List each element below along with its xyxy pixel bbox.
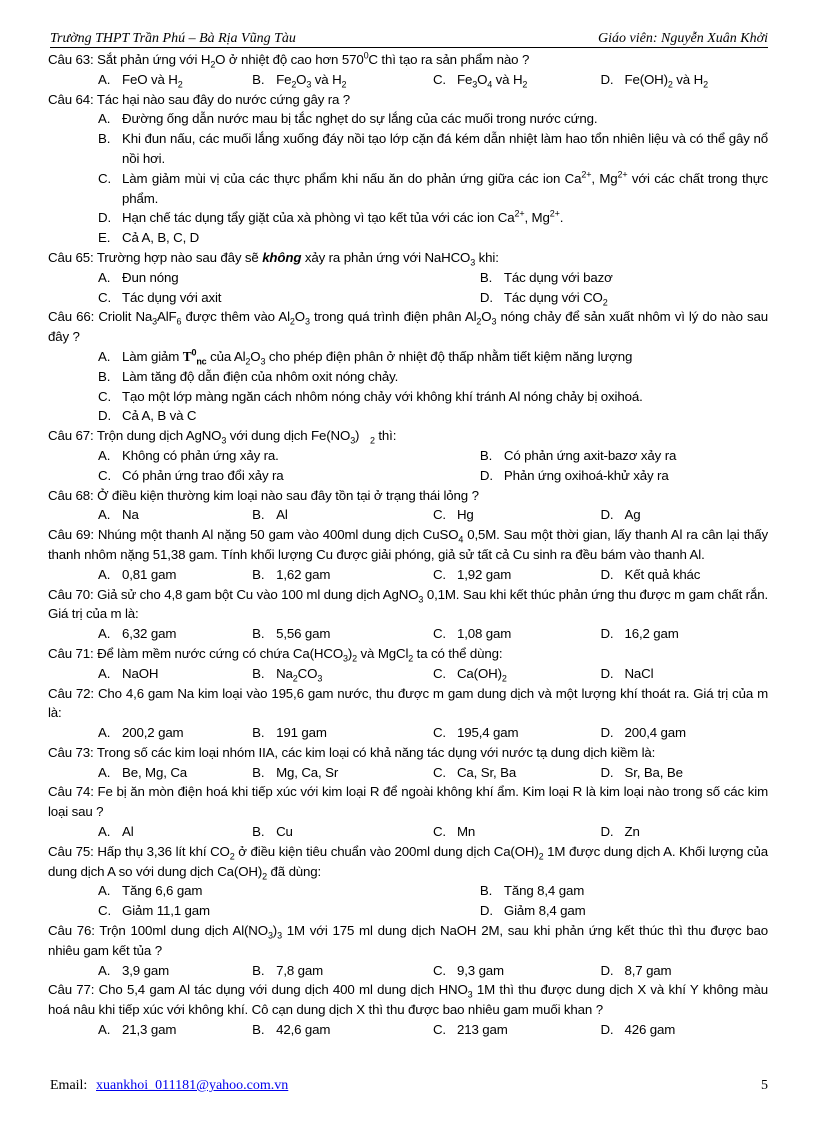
option-letter: D. — [479, 903, 493, 919]
option-letter: B. — [252, 962, 265, 978]
option-letter: C. — [432, 824, 446, 840]
answer-option — [98, 466, 480, 486]
answer-option — [600, 961, 768, 981]
answer-option — [252, 763, 433, 783]
option-text: Na — [122, 507, 139, 523]
answer-option — [98, 387, 768, 407]
option-letter: B. — [252, 507, 265, 523]
option-letter: A. — [98, 348, 111, 364]
option-text: Tác dụng với axit — [122, 289, 222, 305]
option-text: Kết quả khác — [624, 566, 701, 582]
option-text: Be, Mg, Ca — [122, 764, 188, 780]
page-number: 5 — [761, 1078, 768, 1093]
option-text: Cả A, B, C, D — [122, 230, 200, 246]
answer-option — [433, 664, 601, 684]
option-letter: B. — [252, 566, 265, 582]
option-text: Hg — [456, 507, 474, 523]
option-letter: D. — [600, 507, 614, 523]
answer-option — [433, 1020, 601, 1040]
option-letter: D. — [600, 626, 614, 642]
option-text: $Fe_2O_3$ và $H_2$ — [276, 71, 347, 90]
option-text: 1,08 gam — [456, 626, 512, 642]
option-text: Phản ứng oxihoá-khử xảy ra — [503, 467, 669, 483]
option-letter: C. — [98, 170, 111, 186]
option-letter: A. — [98, 824, 111, 840]
option-text: 16,2 gam — [624, 626, 679, 642]
option-letter: C. — [98, 289, 111, 305]
option-letter: A. — [98, 447, 111, 463]
answer-option — [252, 624, 433, 644]
answer-option — [480, 288, 768, 308]
option-letter: D. — [479, 289, 493, 305]
option-letter: C. — [432, 626, 446, 642]
page-footer — [50, 1078, 768, 1096]
answer-option — [600, 664, 768, 684]
option-letter: A. — [98, 626, 111, 642]
option-text: Tác dụng với bazơ — [503, 269, 613, 285]
option-text: $Fe(OH)_2$ và $H_2$ — [624, 71, 708, 90]
option-text: Đường ống dẫn nước mau bị tắc nghẹt do sự lắng của các muối trong nước cứng. — [122, 111, 598, 127]
question-item — [48, 782, 768, 841]
question-item — [48, 426, 768, 485]
answer-options — [48, 822, 768, 842]
option-letter: D. — [600, 566, 614, 582]
question-stem: Câu 71: Để làm mềm nước cứng có chứa $Ca(HCO_3)_2$ và MgCl$_2$ ta có thể dùng: — [48, 645, 503, 664]
answer-option — [433, 723, 601, 743]
question-item — [48, 90, 768, 248]
option-text: Không có phản ứng xảy ra. — [122, 447, 279, 463]
option-letter: C. — [98, 467, 111, 483]
answer-option — [98, 624, 252, 644]
answer-option — [600, 763, 768, 783]
question-stem: Câu 68: Ở điều kiện thường kim loại nào sau đây tồn tại ở trạng thái lỏng ? — [48, 487, 479, 503]
answer-option — [98, 822, 252, 842]
option-letter: B. — [98, 131, 111, 147]
answer-option — [98, 881, 480, 901]
option-text: Al — [276, 507, 288, 523]
option-text: Làm giảm mùi vị của các thực phẩm khi nấu ăn do phản ứng giữa các ion $Ca^{2+}$, $Mg^{2+}$ với các chất trong thực phẩm. — [122, 169, 768, 206]
option-text: Ag — [624, 507, 641, 523]
answer-option — [433, 822, 601, 842]
question-item — [48, 486, 768, 526]
answer-option — [600, 822, 768, 842]
option-text: Sr, Ba, Be — [624, 764, 683, 780]
option-text: 21,3 gam — [122, 1022, 177, 1038]
option-letter: C. — [432, 71, 446, 87]
option-letter: B. — [252, 824, 265, 840]
option-text: 191 gam — [276, 725, 327, 741]
page-header — [50, 30, 768, 48]
answer-option — [98, 169, 768, 209]
answer-option — [480, 881, 768, 901]
option-letter: D. — [98, 210, 111, 226]
question-stem: Câu 70: Giả sử cho 4,8 gam bột Cu vào 100 ml dung dịch AgNO$_3$ 0,1M. Sau khi kết thúc phản ứng thu được m gam chất rắn. Giá trị của m là: — [48, 586, 768, 622]
option-text: Có phản ứng trao đổi xảy ra — [122, 467, 284, 483]
answer-options — [48, 70, 768, 90]
answer-option — [480, 446, 768, 466]
question-item — [48, 743, 768, 783]
answer-options — [48, 881, 768, 921]
option-letter: D. — [600, 1022, 614, 1038]
option-text: Tác dụng với $CO_2$ — [503, 289, 608, 308]
option-letter: A. — [98, 71, 111, 87]
question-stem: Câu 77: Cho 5,4 gam Al tác dụng với dung dịch 400 ml dung dịch $HNO_3$ 1M thì thu được dung dịch X và khí Y không màu hoá nâu khi tiếp xúc với không khí. Cô cạn dung dịch X thì thu được bao nhiêu gam muối khan ? — [48, 982, 768, 1018]
option-letter: A. — [98, 566, 111, 582]
option-letter: B. — [479, 447, 493, 463]
answer-options — [48, 505, 768, 525]
email-link[interactable]: xuankhoi_011181@yahoo.com.vn — [96, 1078, 289, 1093]
answer-option — [600, 70, 768, 90]
question-stem: Câu 73: Trong số các kim loại nhóm IIA, các kim loại có khả năng tác dụng với nước tạ dung dịch kiềm là: — [48, 744, 656, 760]
answer-option — [98, 288, 480, 308]
option-letter: D. — [600, 764, 614, 780]
answer-option — [98, 268, 480, 288]
answer-option — [98, 565, 252, 585]
option-letter: B. — [252, 71, 265, 87]
answer-option — [98, 664, 252, 684]
option-letter: D. — [600, 962, 614, 978]
answer-option — [98, 446, 480, 466]
answer-option — [98, 961, 252, 981]
option-text: 8,7 gam — [624, 962, 672, 978]
answer-option — [252, 822, 433, 842]
answer-option — [98, 208, 768, 228]
option-text: 1,92 gam — [456, 566, 512, 582]
answer-option — [480, 901, 768, 921]
option-letter: B. — [98, 368, 111, 384]
option-text: $Ca(OH)_2$ — [456, 665, 507, 684]
option-text: Cả A, B và C — [122, 408, 197, 424]
option-letter: A. — [98, 725, 111, 741]
option-text: 200,4 gam — [624, 725, 686, 741]
option-text: Giảm 11,1 gam — [122, 903, 210, 919]
answer-option — [600, 565, 768, 585]
answer-options — [48, 446, 768, 486]
option-text: 0,81 gam — [122, 566, 177, 582]
option-letter: D. — [600, 71, 614, 87]
answer-option — [433, 961, 601, 981]
option-letter: B. — [252, 665, 265, 681]
option-letter: C. — [98, 388, 111, 404]
answer-options — [48, 664, 768, 684]
answer-options — [48, 961, 768, 981]
question-item — [48, 921, 768, 980]
answer-options — [48, 763, 768, 783]
option-text: 1,62 gam — [276, 566, 331, 582]
answer-options — [48, 347, 768, 426]
option-text: Có phản ứng axit-bazơ xảy ra — [503, 447, 677, 463]
answer-option — [252, 70, 433, 90]
option-letter: B. — [252, 725, 265, 741]
option-letter: B. — [479, 269, 493, 285]
answer-option — [252, 1020, 433, 1040]
email-label: Email: — [50, 1078, 88, 1093]
option-letter: C. — [98, 903, 111, 919]
option-letter: D. — [600, 725, 614, 741]
option-letter: A. — [98, 1022, 111, 1038]
option-text: $Fe_3O_4$ và $H_2$ — [456, 71, 528, 90]
answer-options — [48, 268, 768, 308]
option-text: 42,6 gam — [276, 1022, 331, 1038]
option-text: 213 gam — [456, 1022, 508, 1038]
answer-option — [433, 505, 601, 525]
question-stem: Câu 64: Tác hại nào sau đây do nước cứng gây ra ? — [48, 91, 351, 107]
answer-options — [48, 565, 768, 585]
option-letter: A. — [98, 507, 111, 523]
option-letter: C. — [432, 507, 446, 523]
option-text: 195,4 gam — [456, 725, 519, 741]
option-letter: C. — [432, 665, 446, 681]
question-stem: Câu 69: Nhúng một thanh Al nặng 50 gam vào 400ml dung dịch CuSO$_4$ 0,5M. Sau một thời gian, lấy thanh Al ra cân lại thấy thanh nhôm nặng 51,38 gam. Tính khối lượng Cu được giải phóng, giả sử tất cả Cu sinh ra đều bám vào thanh Al. — [48, 527, 768, 562]
school-name: Trường THPT Trần Phú – Bà Rịa Vũng Tàu — [50, 31, 296, 46]
question-item — [48, 525, 768, 584]
option-letter: A. — [98, 764, 111, 780]
option-letter: C. — [432, 725, 446, 741]
answer-option — [433, 763, 601, 783]
answer-options — [48, 109, 768, 248]
answer-options — [48, 1020, 768, 1040]
option-letter: D. — [600, 824, 614, 840]
answer-option — [98, 109, 768, 129]
question-item — [48, 842, 768, 921]
teacher-name: Giáo viên: Nguyễn Xuân Khởi — [598, 31, 768, 46]
answer-option — [252, 664, 433, 684]
answer-option — [600, 505, 768, 525]
option-text: Tạo một lớp màng ngăn cách nhôm nóng chảy với không khí tránh Al nóng chảy bị oxihoá. — [122, 388, 643, 404]
option-letter: C. — [432, 566, 446, 582]
option-text: 9,3 gam — [456, 962, 504, 978]
option-letter: D. — [98, 408, 111, 424]
answer-option — [98, 406, 768, 426]
answer-option — [98, 1020, 252, 1040]
answer-option — [252, 505, 433, 525]
question-stem: Câu 72: Cho 4,6 gam Na kim loại vào 195,6 gam nước, thu được m gam dung dịch và một lượng khí thoát ra. Giá trị của m là: — [48, 685, 768, 721]
option-text: Làm giảm $T^0_{nc}$ của $Al_2O_3$ cho phép điện phân ở nhiệt độ thấp nhằm tiết kiệm năng lượng — [122, 347, 633, 367]
option-text: NaOH — [122, 665, 159, 681]
question-list — [48, 50, 768, 1040]
option-text: 200,2 gam — [122, 725, 184, 741]
option-text: Đun nóng — [122, 269, 179, 285]
option-text: Al — [122, 824, 134, 840]
answer-option — [98, 129, 768, 169]
question-stem: Câu 75: Hấp thụ 3,36 lít khí $CO_2$ ở điều kiện tiêu chuẩn vào 200ml dung dịch $Ca(OH)_2$ 1M được dung dịch A. Khối lượng của dung dịch A so với dung dịch $Ca(OH)_2$ đã dùng: — [48, 843, 769, 882]
option-text: Zn — [624, 824, 640, 840]
answer-option — [98, 228, 768, 248]
answer-option — [98, 70, 252, 90]
option-text: NaCl — [624, 665, 654, 681]
option-text: $Na_2CO_3$ — [276, 665, 323, 684]
option-text: Giảm 8,4 gam — [503, 903, 586, 919]
question-stem: Câu 63: Sắt phản ứng với $H_2O$ ở nhiệt độ cao hơn $570^0C$ thì tạo ra sản phẩm nào ? — [48, 50, 530, 70]
option-letter: B. — [252, 764, 265, 780]
option-letter: A. — [98, 111, 111, 127]
answer-option — [98, 723, 252, 743]
answer-option — [98, 763, 252, 783]
option-letter: D. — [600, 665, 614, 681]
answer-option — [480, 268, 768, 288]
option-letter: A. — [98, 665, 111, 681]
answer-options — [48, 624, 768, 644]
question-item — [48, 50, 768, 90]
question-stem: Câu 66: Criolit $Na_3AlF_6$ được thêm vào $Al_2O_3$ trong quá trình điện phân $Al_2O_3$ nóng chảy để sản xuất nhôm vì lý do nào sau đây ? — [48, 309, 768, 345]
option-text: Hạn chế tác dụng tẩy giặt của xà phòng vì tạo kết tủa với các ion $Ca^{2+}$, $Mg^{2+}$. — [122, 208, 564, 226]
answer-option — [98, 367, 768, 387]
option-letter: A. — [98, 269, 111, 285]
answer-option — [433, 565, 601, 585]
option-letter: C. — [432, 1022, 446, 1038]
option-text: 3,9 gam — [122, 962, 169, 978]
answer-option — [600, 723, 768, 743]
answer-option — [600, 1020, 768, 1040]
answer-option — [98, 901, 480, 921]
option-text: Cu — [276, 824, 293, 840]
option-text: FeO và $H_2$ — [122, 71, 183, 90]
option-letter: A. — [98, 962, 111, 978]
answer-option — [433, 624, 601, 644]
option-text: 6,32 gam — [122, 626, 177, 642]
question-item — [48, 684, 768, 743]
option-text: Làm tăng độ dẫn điện của nhôm oxit nóng chảy. — [122, 368, 399, 384]
option-text: Tăng 6,6 gam — [122, 883, 203, 899]
answer-option — [600, 624, 768, 644]
option-letter: A. — [98, 883, 111, 899]
option-letter: B. — [252, 1022, 265, 1038]
option-text: 426 gam — [624, 1022, 676, 1038]
option-letter: E. — [98, 230, 111, 246]
answer-option — [252, 723, 433, 743]
option-letter: C. — [432, 764, 446, 780]
option-text: 5,56 gam — [276, 626, 331, 642]
question-item — [48, 980, 768, 1039]
answer-options — [48, 723, 768, 743]
option-text: Khi đun nấu, các muối lắng xuống đáy nồi tạo lớp cặn đá kém dẫn nhiệt làm hao tổn nhiên liệu và có thể gây nổ nồi hơi. — [122, 131, 768, 166]
option-letter: D. — [479, 467, 493, 483]
answer-option — [433, 70, 601, 90]
answer-option — [98, 347, 768, 367]
question-stem: Câu 74: Fe bị ăn mòn điện hoá khi tiếp xúc với kim loại R để ngoài không khí ẩm. Kim loại R là kim loại nào trong số các kim loại sau ? — [48, 784, 768, 820]
option-text: Tăng 8,4 gam — [503, 883, 585, 899]
option-text: Mn — [456, 824, 476, 840]
question-item — [48, 307, 768, 426]
answer-option — [252, 961, 433, 981]
answer-option — [98, 505, 252, 525]
question-item — [48, 585, 768, 644]
option-text: Ca, Sr, Ba — [456, 764, 517, 780]
question-item — [48, 248, 768, 307]
option-text: Mg, Ca, Sr — [276, 764, 339, 780]
option-letter: B. — [252, 626, 265, 642]
option-letter: B. — [479, 883, 493, 899]
option-letter: C. — [432, 962, 446, 978]
answer-option — [480, 466, 768, 486]
answer-option — [252, 565, 433, 585]
question-stem: Câu 76: Trộn 100ml dung dịch $Al(NO_3)_3$ 1M với 175 ml dung dịch NaOH 2M, sau khi phản ứng kết thúc thì thu được bao nhiêu gam kết tủa ? — [48, 923, 769, 958]
question-item — [48, 644, 768, 684]
option-text: 7,8 gam — [276, 962, 324, 978]
question-stem: Câu 65: Trường hợp nào sau đây sẽ không xảy ra phản ứng với NaHCO$_3$ khi: — [48, 249, 499, 268]
question-stem: Câu 67: Trộn dung dịch AgNO$_3$ với dung dịch $Fe(NO_3)$ $_2$ thì: — [48, 428, 397, 446]
